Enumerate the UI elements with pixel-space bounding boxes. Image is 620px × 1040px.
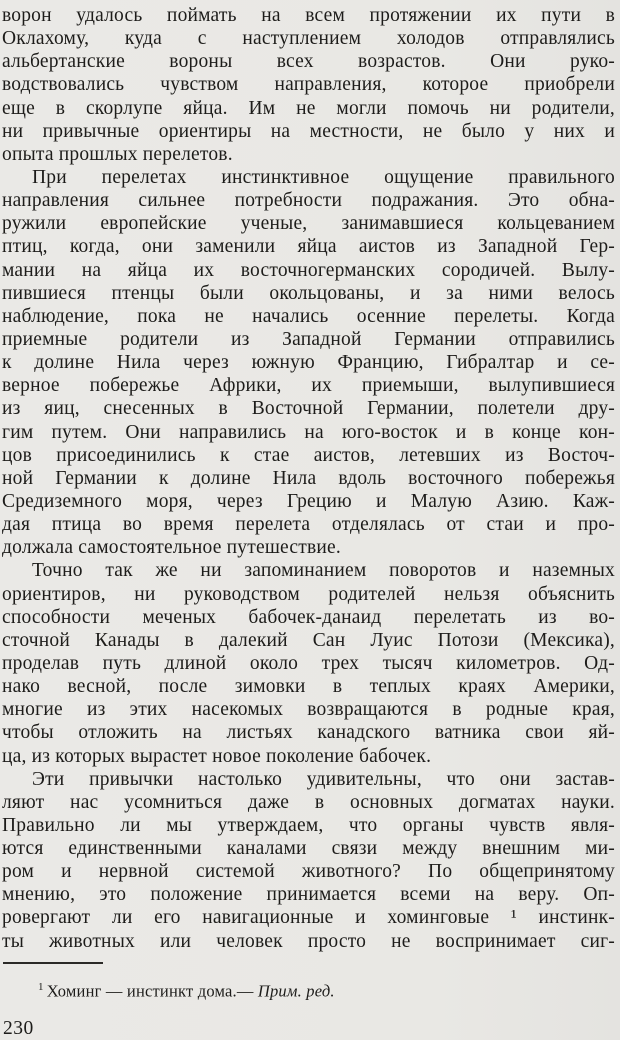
text-line: направления сильнее потребности подражания. Это обна- (2, 190, 615, 212)
text-line: гим путем. Они направились на юго-восток и в конце кон- (2, 421, 615, 443)
text-line: водствовались чувством направления, которое приобрели (2, 74, 615, 96)
text-line: нако весной, после зимовки в теплых краях Америки, (2, 676, 615, 698)
footnote-text: Хоминг — инстинкт дома.— (46, 981, 258, 1001)
text-line: Правильно ли мы утверждаем, что органы чувств явля- (2, 814, 615, 836)
footnote-marker: 1 (38, 980, 44, 993)
text-line: ружили европейские ученые, занимавшиеся кольцеванием (2, 213, 615, 235)
text-line: сточной Канады в далекий Сан Луис Потози (Мексика), (2, 629, 615, 651)
text-line: приемные родители из Западной Германии отправились (2, 328, 615, 350)
page-text (2, 4, 615, 953)
text-line: мании на яйца их восточногерманских сородичей. Вылу- (2, 259, 615, 281)
text-line: Эти привычки настолько удивительны, что они застав- (32, 768, 615, 790)
text-line: многие из этих насекомых возвращаются в родные края, (2, 699, 615, 721)
text-line: альбертанские вороны всех возрастов. Они руко- (2, 51, 615, 73)
text-line: к долине Нила через южную Францию, Гибралтар и се- (2, 352, 615, 374)
text-line: ровергают ли его навигационные и хоминговые ¹ инстинк- (2, 907, 615, 929)
text-line: ются единственными каналами связи между внешним ми- (2, 838, 615, 860)
text-line: птиц, когда, они заменили яйца аистов из Западной Гер- (2, 236, 615, 258)
text-line: опыта прошлых перелетов. (2, 143, 233, 165)
text-line: ты животных или человек просто не воспринимает сиг- (2, 930, 615, 952)
text-line: наблюдение, пока не начались осенние перелеты. Когда (2, 305, 615, 327)
text-line: чтобы отложить на листьях канадского ватника свои яй- (2, 722, 615, 744)
text-line: проделав путь длиной около трех тысяч километров. Од- (2, 652, 615, 674)
text-line: мнению, это положение принимается всеми на веру. Оп- (2, 884, 615, 906)
text-line: ворон удалось поймать на всем протяжении их пути в (2, 5, 615, 26)
text-line: ром и нервной системой животного? По общепринятому (2, 861, 615, 883)
text-line: При перелетах инстинктивное ощущение правильного (32, 166, 615, 188)
text-line: верное побережье Африки, их приемыши, вылупившиеся (2, 375, 615, 397)
text-line: ни привычные ориентиры на местности, не было у них и (2, 120, 615, 142)
page-number: 230 (3, 1018, 34, 1040)
text-line: Средиземного моря, через Грецию и Малую Азию. Каж- (2, 490, 615, 512)
text-line: ляют нас усомниться даже в основных догматах науки. (2, 791, 615, 813)
text-line: ца, из которых вырастет новое поколение бабочек. (2, 745, 432, 767)
footnote-attribution: Прим. ред. (257, 981, 335, 1001)
text-line: ориентиров, ни руководством родителей нельзя объяснить (2, 583, 615, 605)
footnote-separator (3, 962, 103, 964)
text-line: должала самостоятельное путешествие. (2, 537, 341, 559)
text-line: способности меченых бабочек-данаид перелетать из во- (2, 606, 615, 628)
text-line: Точно так же ни запоминанием поворотов и наземных (32, 560, 615, 582)
text-line: цов присоединились к стае аистов, летевших из Восточ- (2, 444, 615, 466)
text-line: из яиц, снесенных в Восточной Германии, полетели дру- (2, 398, 615, 420)
text-line: пившиеся птенцы были окольцованы, и за ними велось (2, 282, 615, 304)
text-line: Оклахому, куда с наступлением холодов отправлялись (2, 28, 615, 50)
text-line: ной Германии к долине Нила вдоль восточного побережья (2, 467, 615, 489)
text-line: дая птица во время перелета отделялась от стаи и про- (2, 514, 615, 536)
footnote (2, 976, 615, 1003)
text-line: еще в скорлупе яйца. Им не могли помочь ни родители, (2, 97, 615, 119)
